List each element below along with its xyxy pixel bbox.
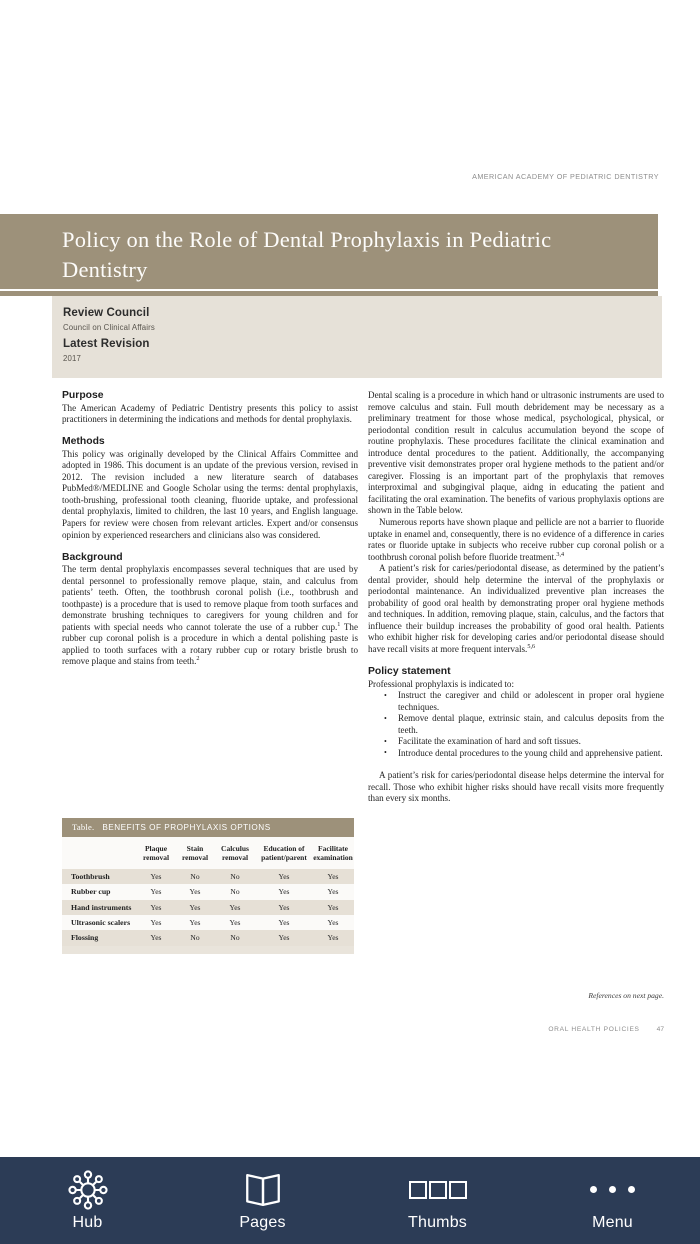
- page-footer: [368, 1026, 664, 1033]
- toolbar-label-pages: Pages: [239, 1213, 286, 1231]
- page-number: 47: [656, 1026, 664, 1033]
- background-paragraph-1: [62, 564, 358, 668]
- dot-2: [609, 1186, 616, 1193]
- background-text-a: The term dental prophylaxis encompasses several techniques that are used by dental personnel to professionally remove plaque, stain, and calculus from patients’ teeth. Often, the toothbrush coronal polish (i.e., toothbrush and toothpaste) is a procedure that is used to remove plaque from tooth surfaces and demonstrate brushing techniques to caregivers for young children and for patients with special needs who cannot tolerate the use of a rubber cup.: [62, 564, 358, 632]
- background-paragraph-2: [368, 517, 664, 563]
- table-row-label: Ultrasonic scalers: [62, 915, 136, 930]
- table-cell: No: [176, 869, 214, 884]
- table-cell: Yes: [312, 915, 354, 930]
- table-cell: Yes: [256, 915, 312, 930]
- table-cell: Yes: [136, 915, 176, 930]
- table-caption: [62, 818, 354, 837]
- title-band: [0, 214, 658, 289]
- table-grid: [62, 837, 354, 946]
- methods-heading: Methods: [62, 436, 105, 448]
- policy-bullet-list: [368, 690, 664, 759]
- background-text-b: The rubber cup coronal polish is a procedure in which a dental polishing paste is applied to tooth surfaces with a rotary rubber cup or rotary bristle brush to remove plaque and stains from teeth.: [62, 621, 358, 667]
- table-body: [62, 869, 354, 946]
- background-paragraph-3: [368, 563, 664, 655]
- table-cell: Yes: [136, 900, 176, 915]
- table-cell: Yes: [256, 900, 312, 915]
- table-cell: Yes: [214, 915, 256, 930]
- table-row-label: Toothbrush: [62, 869, 136, 884]
- table-cell: Yes: [312, 884, 354, 899]
- table-cell: Yes: [256, 869, 312, 884]
- toolbar-item-pages[interactable]: [175, 1157, 350, 1244]
- table-cell: No: [176, 930, 214, 945]
- footnote-ref-2: 2: [196, 655, 200, 663]
- table-row: [62, 900, 354, 915]
- dot-3: [628, 1186, 635, 1193]
- background-p3-text: A patient’s risk for caries/periodontal disease, as determined by the patient’s dental provider, should help determine the interval of the prophylaxis or periodontal maintenance. An individualized preventive plan increases the probability of good oral health by demonstrating proper oral hygiene methods and techniques. In addition, removing plaque, stain, calculus, and the factors that influence their buildup increases the probability of good oral health. Patients who exhibit higher risk for developing caries and/or periodontal disease should have recall visits at more frequent intervals.: [368, 563, 664, 655]
- hub-icon: [67, 1170, 109, 1210]
- purpose-body: The American Academy of Pediatric Dentistry presents this policy to assist practitioners in determining the indications and methods for dental prophylaxis.: [62, 402, 358, 425]
- table-row: [62, 869, 354, 884]
- toolbar-label-hub: Hub: [72, 1213, 103, 1231]
- page-title: Policy on the Role of Dental Prophylaxis in Pediatric Dentistry: [62, 227, 552, 282]
- section-methods: [62, 436, 358, 541]
- body-column-right: [368, 390, 664, 805]
- table-cell: No: [214, 930, 256, 945]
- table-cell: Yes: [312, 869, 354, 884]
- section-purpose: [62, 390, 358, 426]
- policy-statement-heading: Policy statement: [368, 666, 451, 678]
- table-cell: Yes: [214, 900, 256, 915]
- thumbnails-icon: [409, 1170, 467, 1210]
- toolbar-item-thumbs[interactable]: [350, 1157, 525, 1244]
- table-column-header: [62, 837, 136, 869]
- table-cell: Yes: [176, 915, 214, 930]
- review-council-value: Council on Clinical Affairs: [63, 323, 155, 332]
- table-row: [62, 915, 354, 930]
- toolbar-label-menu: Menu: [592, 1213, 633, 1231]
- document-meta-block: [52, 296, 662, 378]
- footnote-ref-1: 1: [337, 620, 341, 628]
- dot-1: [590, 1186, 597, 1193]
- table-cell: Yes: [256, 930, 312, 945]
- table-cell: Yes: [136, 869, 176, 884]
- table-row-label: Hand instruments: [62, 900, 136, 915]
- policy-bullet-item: • Instruct the caregiver and child or adolescent in proper oral hygiene techniques.: [368, 690, 664, 713]
- table-column-header: Calculus removal: [214, 837, 256, 869]
- footer-section-label: ORAL HEALTH POLICIES: [548, 1026, 640, 1033]
- table-caption-title: BENEFITS OF PROPHYLAXIS OPTIONS: [102, 823, 271, 832]
- section-policy-statement: [368, 666, 664, 759]
- table-column-header: Facilitate examination: [312, 837, 354, 869]
- toolbar-item-hub[interactable]: [0, 1157, 175, 1244]
- table-row: [62, 884, 354, 899]
- table-row: [62, 930, 354, 945]
- policy-bullet-item: • Facilitate the examination of hard and soft tissues.: [368, 736, 664, 748]
- table-cell: No: [214, 869, 256, 884]
- background-p2-text: Numerous reports have shown plaque and pellicle are not a barrier to fluoride uptake in enamel and, consequently, there is no evidence of a difference in caries rates or fluoride uptake in subjects who receive rubber cup coronal polish or a toothbrush coronal polish before fluoride treatment.: [368, 517, 664, 562]
- toolbar-item-menu[interactable]: [525, 1157, 700, 1244]
- table-head: [62, 837, 354, 869]
- table-cell: Yes: [176, 900, 214, 915]
- latest-revision-label: Latest Revision: [63, 338, 150, 350]
- table-row-label: Flossing: [62, 930, 136, 945]
- book-icon: [242, 1170, 284, 1210]
- background-heading: Background: [62, 551, 123, 563]
- review-council-label: Review Council: [63, 307, 150, 319]
- policy-statement-intro: Professional prophylaxis is indicated to:: [368, 678, 514, 689]
- section-background: [62, 552, 358, 668]
- latest-revision-value: 2017: [63, 354, 81, 363]
- purpose-heading: Purpose: [62, 390, 104, 401]
- background-paragraph-1-cont: Dental scaling is a procedure in which hand or ultrasonic instruments are used to remove calculus and stain. Full mouth debridement may be necessary as a preliminary treatment for those whose medical, psychological, physical, or periodontal condition result in calculus accumulation beyond the scope of routine prophylaxis. These procedures facilitate the clinical examination and introduce dental procedures to the patient. Additionally, the accompanying preventive visit demonstrates proper oral hygiene methods to the patient and/or caregiver. Flossing is an important part of the prophylaxis that removes interproximal and subgingival plaque, aidng in educating the patient and facilitating the oral examination. The benefits of various prophylaxis options are shown in the Table below.: [368, 390, 664, 516]
- policy-bullet-item: • Remove dental plaque, extrinsic stain, and calculus deposits from the teeth.: [368, 713, 664, 736]
- policy-closing-paragraph: A patient’s risk for caries/periodontal disease helps determine the interval for recall. Those who exhibit higher risks should have recall visits more frequently than every six months.: [368, 769, 664, 804]
- table-cell: Yes: [312, 930, 354, 945]
- footnote-ref-3-4: 3,4: [556, 550, 565, 558]
- policy-bullet-item: • Introduce dental procedures to the young child and apprehensive patient.: [368, 748, 664, 760]
- table-cell: Yes: [312, 900, 354, 915]
- bottom-toolbar: [0, 1157, 700, 1244]
- thumb-square-2: [429, 1181, 447, 1199]
- table-cell: Yes: [256, 884, 312, 899]
- table-caption-label: Table.: [72, 822, 95, 832]
- table-cell: Yes: [176, 884, 214, 899]
- table-cell: No: [214, 884, 256, 899]
- table-header-row: [62, 837, 354, 869]
- methods-body: This policy was originally developed by the Clinical Affairs Committee and adopted in 1986. This document is an update of the previous version, revised in 2012. The revision included a new literature search of databases PubMed®/MEDLINE and Google Scholar using the terms: dental prophylaxis, tooth-brushing, professional tooth cleaning, fluoride uptake, and professional dental prophylaxis, limited to children, the last 10 years, and English language. Papers for review were chosen from relevant articles. Expert and/or consensus opinion by experienced researchers and clinicians also was considered.: [62, 448, 358, 540]
- footnote-ref-5-6: 5,6: [527, 643, 536, 650]
- table-column-header: Plaque removal: [136, 837, 176, 869]
- thumb-square-1: [409, 1181, 427, 1199]
- table-cell: Yes: [136, 930, 176, 945]
- ellipsis-icon: [590, 1170, 635, 1210]
- running-header: AMERICAN ACADEMY OF PEDIATRIC DENTISTRY: [472, 172, 659, 181]
- body-column-left: [62, 390, 358, 668]
- references-note: References on next page.: [588, 991, 664, 1000]
- table-cell: Yes: [136, 884, 176, 899]
- thumb-square-3: [449, 1181, 467, 1199]
- benefits-table: [62, 818, 354, 954]
- toolbar-label-thumbs: Thumbs: [408, 1213, 467, 1231]
- table-column-header: Education of patient/parent: [256, 837, 312, 869]
- table-column-header: Stain removal: [176, 837, 214, 869]
- table-row-label: Rubber cup: [62, 884, 136, 899]
